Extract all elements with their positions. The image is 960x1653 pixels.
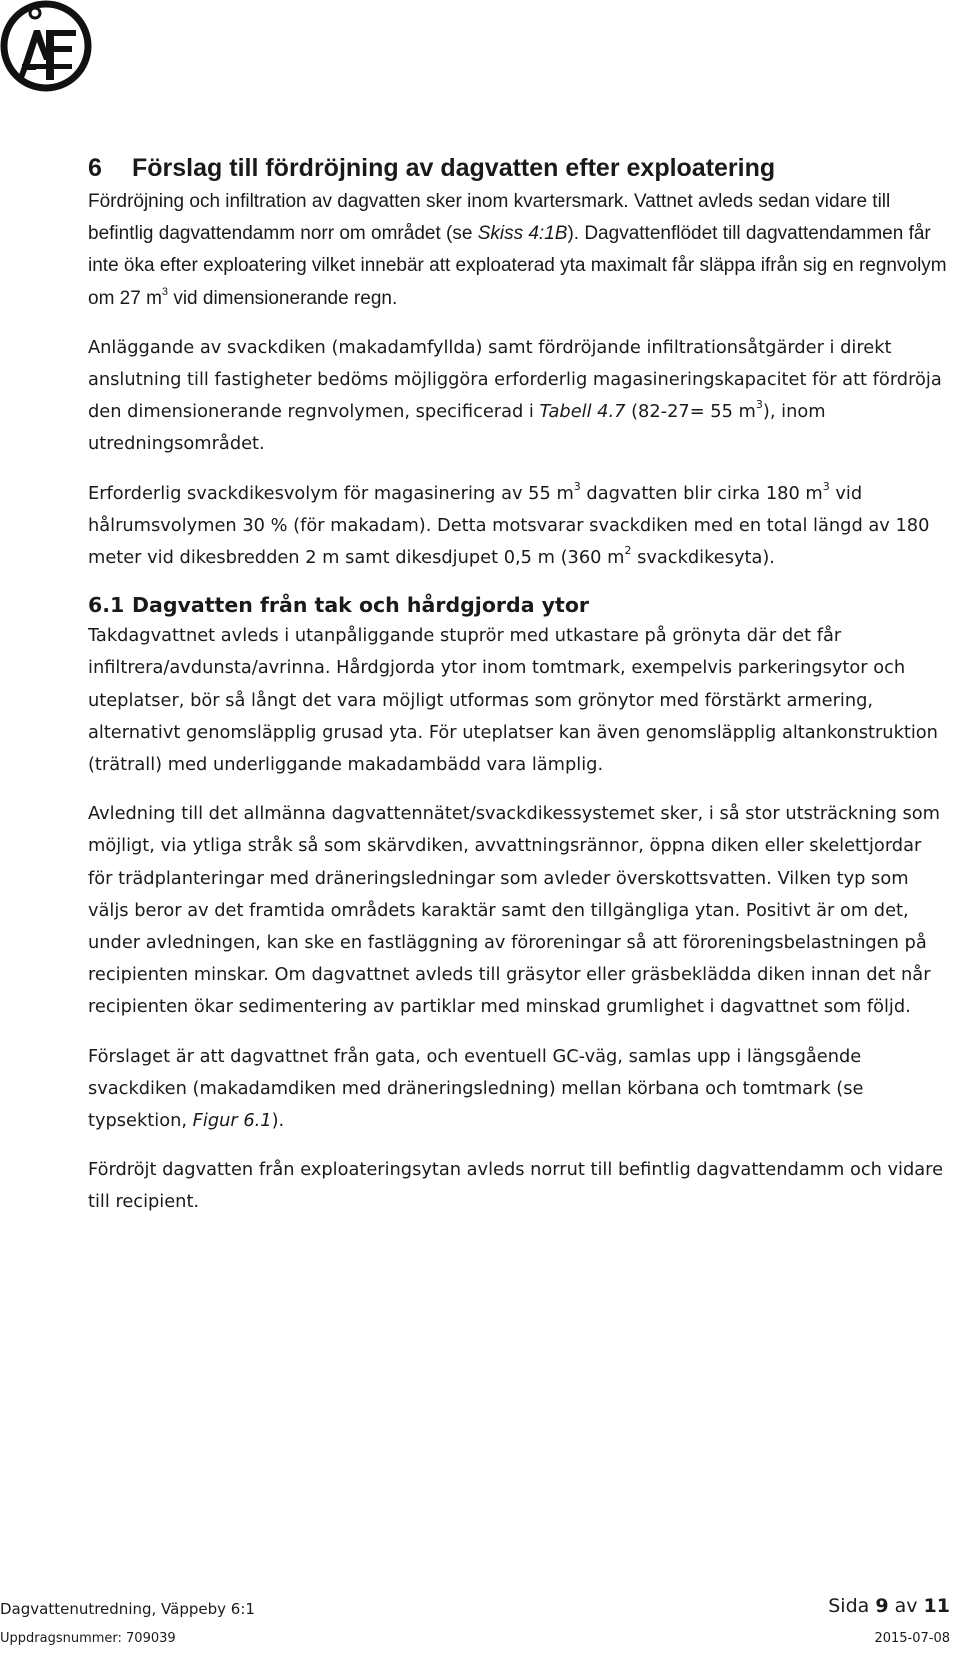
table-reference: Tabell 4.7	[539, 401, 626, 423]
text-run: Anläggande av svackdiken (makadamfyllda) samt fördröjande infiltrationsåtgärder i direkt anslutning till fastigheter bedöms möjliggöra erforderlig magasineringskapacitet för att fördröja den dimensionerande regnvolymen, specificerad i	[88, 336, 942, 423]
text-run: vid hålrumsvolymen 30 % (för makadam). Detta motsvarar svackdiken med en total längd av 180 meter vid dikesbredden 2 m samt dikesdjupet 0,5 m (360 m	[88, 482, 930, 569]
document-date: 2015-07-08	[874, 1631, 950, 1646]
subsection-paragraph-1: Takdagvattnet avleds i utanpåliggande stuprör med utkastare på grönyta där det får infiltrera/avdunsta/avrinna. Hårdgjorda ytor inom tomtmark, exempelvis parkeringsytor och uteplatser, bör så långt det vara möjligt utformas som grönytor med förstärkt armering, alternativt genomsläpplig grusad yta. För uteplatser kan även genomsläpplig altankonstruktion (trätrall) med underliggande makadambädd vara lämplig.	[88, 625, 938, 776]
footer-bottom-row	[0, 1628, 960, 1650]
section-paragraph-1	[88, 186, 948, 315]
text-run: svackdikesyta).	[631, 547, 775, 569]
page-number: 9	[875, 1595, 889, 1617]
text-run: ). Dagvattenflödet till dagvattendammen får inte öka efter exploatering vilket innebär att exploaterad yta maximalt får släppa ifrån sig en regnvolym om 27 m	[88, 223, 947, 309]
superscript: 3	[822, 479, 830, 493]
text-run: Erforderlig svackdikesvolym för magasinering av 55 m	[88, 482, 574, 504]
superscript: 3	[573, 479, 581, 493]
subsection-paragraph-3	[88, 1041, 948, 1138]
subsection-paragraph-4: Fördröjt dagvatten från exploateringsytan avleds norrut till befintlig dagvattendamm och vidare till recipient.	[88, 1159, 944, 1213]
assignment-number: Uppdragsnummer: 709039	[0, 1631, 176, 1646]
text-run: Förslaget är att dagvattnet från gata, och eventuell GC-väg, samlas upp i längsgående svackdiken (makadamdiken med dräneringsledning) mellan körbana och tomtmark (se typsektion,	[88, 1045, 864, 1132]
superscript: 3	[755, 398, 763, 412]
sketch-reference: Skiss 4:1B	[477, 223, 568, 245]
text-run: ).	[271, 1110, 285, 1132]
superscript: 2	[624, 544, 632, 558]
text-run: dagvatten blir cirka 180 m	[580, 482, 823, 504]
page-indicator	[828, 1595, 950, 1617]
subsection-heading	[88, 590, 948, 620]
text-run: ), inom utredningsområdet.	[88, 401, 826, 455]
subsection-title: Dagvatten från tak och hårdgjorda ytor	[132, 593, 590, 618]
page-total: 11	[923, 1595, 950, 1617]
af-logo	[0, 0, 98, 98]
section-title: Förslag till fördröjning av dagvatten efter exploatering	[132, 154, 776, 182]
section-number: 6	[88, 154, 102, 182]
document-title: Dagvattenutredning, Väppeby 6:1	[0, 1600, 255, 1618]
text-run: (82-27= 55 m	[625, 401, 756, 423]
footer-top-row	[0, 1595, 960, 1623]
section-paragraph-3	[88, 478, 948, 575]
figure-reference: Figur 6.1	[192, 1110, 272, 1132]
page-of: av	[894, 1595, 918, 1617]
text-run: vid dimensionerande regn.	[168, 287, 398, 309]
page-content	[88, 150, 948, 1219]
subsection-paragraph-2: Avledning till det allmänna dagvattennätet/svackdikessystemet sker, i så stor utsträckning som möjligt, via ytliga stråk så som skärvdiken, avvattningsrännor, öppna diken eller skelettjordar för trädplanteringar med dräneringsledningar som avleder överskottsvatten. Vilken typ som väljs beror av det framtida områdets karaktär samt den tillgängliga ytan. Positivt är om det, under avledningen, kan ske en fastläggning av föroreningar så att föroreningsbelastningen på recipienten minskar. Om dagvattnet avleds till gräsytor eller gräsbeklädda diken innan det når recipienten ökar sedimentering av partiklar med minskad grumlighet i dagvattnet som följd.	[88, 803, 940, 1018]
text-run: Fördröjning och infiltration av dagvatten sker inom kvartersmark. Vattnet avleds sedan vidare till befintlig dagvattendamm norr om området (se	[88, 191, 891, 245]
page-prefix: Sida	[828, 1595, 870, 1617]
section-heading	[88, 150, 948, 186]
subsection-number: 6.1	[88, 593, 125, 618]
superscript: 3	[161, 285, 169, 298]
section-paragraph-2	[88, 332, 948, 461]
